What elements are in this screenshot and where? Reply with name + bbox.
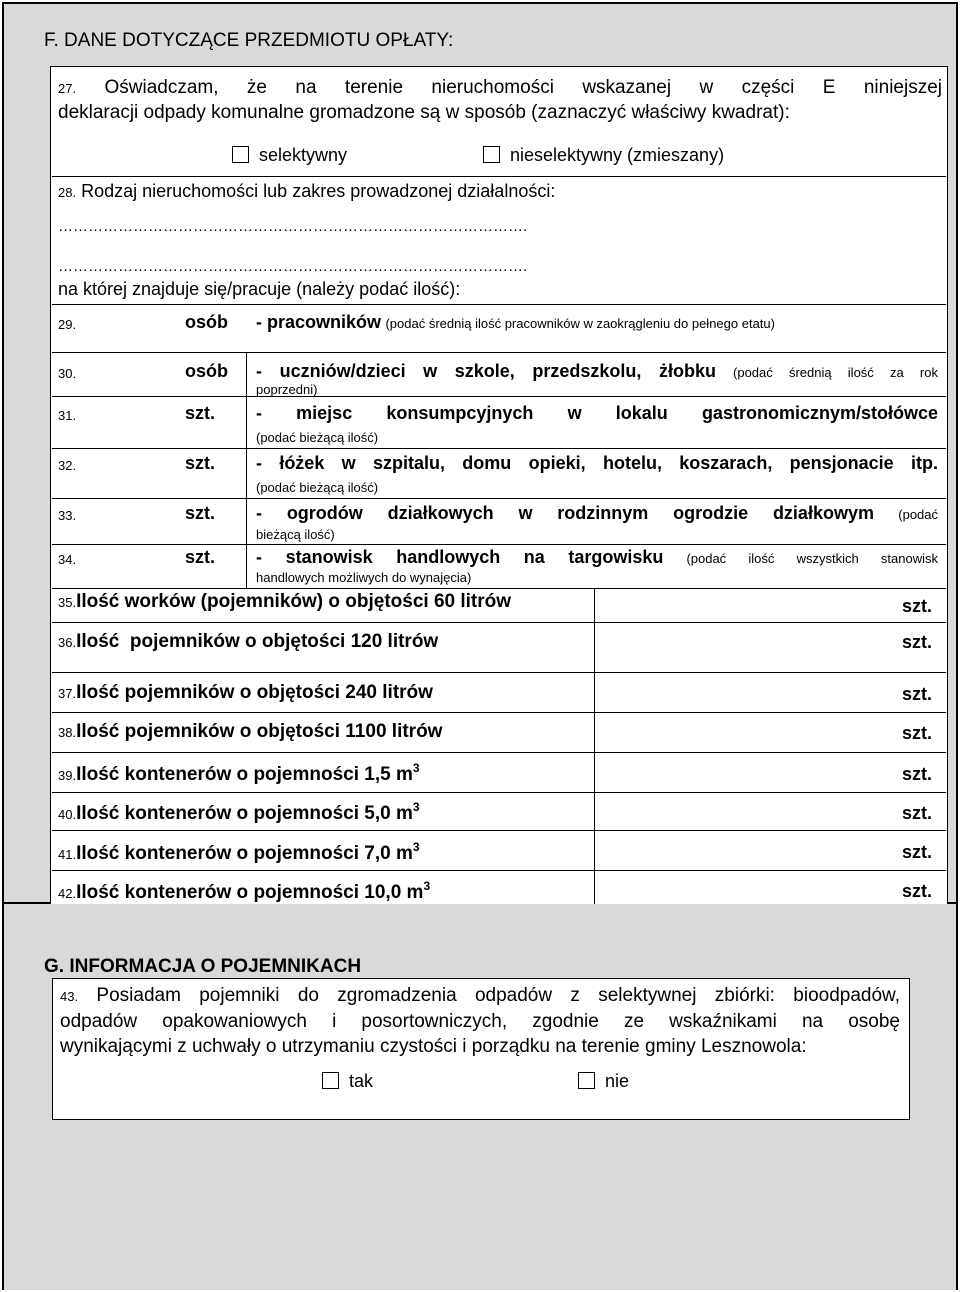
- row-40-unit[interactable]: szt.: [902, 803, 933, 823]
- divider: [52, 672, 946, 673]
- row-42-text: Ilość kontenerów o pojemności 10,0 m: [76, 882, 424, 903]
- option-selective-label: selektywny: [259, 145, 348, 165]
- row-33-note2: bieżącą ilość): [256, 527, 335, 542]
- row-36-unit[interactable]: szt.: [902, 632, 933, 652]
- row-30-unit: osób: [185, 361, 228, 381]
- row-37-num: 37.: [58, 686, 77, 701]
- row-29-unit: osób: [185, 312, 228, 332]
- row-36-text: Ilość pojemników o objętości 120 litrów: [76, 631, 439, 652]
- row-33-note: (podać: [898, 507, 939, 522]
- option-yes-label: tak: [349, 1071, 374, 1091]
- row-32-note2: (podać bieżącą ilość): [256, 480, 379, 495]
- row-38-label: [58, 721, 442, 743]
- row-32-unit: szt.: [185, 453, 216, 473]
- row-33-num: 33.: [58, 508, 77, 523]
- checkbox-selective[interactable]: [232, 146, 249, 163]
- row-41-sup: 3: [412, 840, 420, 854]
- row-34-num: 34.: [58, 552, 77, 567]
- row-35-label: [58, 591, 511, 613]
- row-29-main: - pracowników: [256, 312, 382, 332]
- column-divider: [246, 352, 247, 588]
- row-34-main: - stanowisk handlowych na targowisku: [256, 547, 664, 567]
- row-41-label: [58, 840, 420, 865]
- row-40-num: 40.: [58, 807, 77, 822]
- row-29-note: (podać średnią ilość pracowników w zaokrągleniu do pełnego etatu): [385, 316, 775, 331]
- row-35-num: 35.: [58, 595, 77, 610]
- row-34-note2: handlowych możliwych do wynajęcia): [256, 570, 472, 585]
- row-35-unit[interactable]: szt.: [902, 596, 933, 616]
- row-31-unit: szt.: [185, 403, 216, 423]
- q28-dotted-line-1[interactable]: ………………………………………………………………………………….: [58, 218, 528, 235]
- row-34-text: [256, 547, 938, 568]
- divider: [52, 622, 946, 623]
- row-39-unit[interactable]: szt.: [902, 764, 933, 784]
- row-41-text: Ilość kontenerów o pojemności 7,0 m: [76, 843, 413, 864]
- option-mixed-label: nieselektywny (zmieszany): [510, 145, 725, 165]
- row-41-num: 41.: [58, 847, 77, 862]
- row-39-text: Ilość kontenerów o pojemności 1,5 m: [76, 764, 413, 785]
- divider: [52, 870, 946, 871]
- section-f-title: F. DANE DOTYCZĄCE PRZEDMIOTU OPŁATY:: [44, 30, 454, 51]
- divider: [52, 544, 946, 545]
- checkbox-yes[interactable]: [322, 1072, 339, 1089]
- row-35-text: Ilość worków (pojemników) o objętości 60 litrów: [76, 591, 512, 612]
- q27-text1: Oświadczam, że na terenie nieruchomości wskazanej w części E niniejszej: [104, 77, 942, 98]
- row-40-label: [58, 800, 420, 825]
- row-38-num: 38.: [58, 725, 77, 740]
- row-42-sup: 3: [423, 879, 431, 893]
- row-37-label: [58, 682, 433, 704]
- row-37-unit[interactable]: szt.: [902, 684, 933, 704]
- option-yes[interactable]: [322, 1071, 373, 1092]
- divider: [52, 752, 946, 753]
- q28-header: [58, 181, 555, 202]
- option-no[interactable]: [578, 1071, 629, 1092]
- row-32-main: - łóżek w szpitalu, domu opieki, hotelu, koszarach, pensjonacie itp.: [256, 453, 938, 473]
- row-42-num: 42.: [58, 886, 77, 901]
- column-divider: [594, 588, 595, 904]
- row-39-num: 39.: [58, 768, 77, 783]
- row-40-text: Ilość kontenerów o pojemności 5,0 m: [76, 803, 413, 824]
- row-38-text: Ilość pojemników o objętości 1100 litrów: [76, 721, 443, 742]
- divider: [52, 396, 946, 397]
- q28-label: Rodzaj nieruchomości lub zakres prowadzonej działalności:: [81, 181, 556, 201]
- row-31-num: 31.: [58, 408, 77, 423]
- row-39-sup: 3: [412, 761, 420, 775]
- q28-subheader: na której znajduje się/pracuje (należy podać ilość):: [58, 279, 461, 299]
- row-38-unit[interactable]: szt.: [902, 723, 933, 743]
- row-31-note2: (podać bieżącą ilość): [256, 430, 379, 445]
- divider: [52, 498, 946, 499]
- divider: [52, 352, 946, 353]
- q27-text2: deklaracji odpady komunalne gromadzone są w sposób (zaznaczyć właściwy kwadrat):: [58, 102, 790, 123]
- option-selective[interactable]: [232, 145, 347, 166]
- row-42-unit[interactable]: szt.: [902, 881, 933, 901]
- row-30-note2: poprzedni): [256, 382, 318, 397]
- q43-text2: odpadów opakowaniowych i posortowniczych, zgodnie ze wskaźnikami na osobę: [60, 1011, 900, 1032]
- q43-line1: [60, 983, 900, 1009]
- row-36-label: [58, 631, 438, 653]
- q27-block: [58, 76, 942, 125]
- divider: [52, 176, 946, 177]
- row-41-unit[interactable]: szt.: [902, 842, 933, 862]
- q27-num: 27.: [58, 81, 77, 96]
- option-no-label: nie: [605, 1071, 630, 1091]
- row-32-num: 32.: [58, 458, 77, 473]
- row-34-unit: szt.: [185, 547, 216, 567]
- option-mixed[interactable]: [483, 145, 724, 166]
- divider: [52, 712, 946, 713]
- row-30-main: - uczniów/dzieci w szkole, przedszkolu, żłobku: [256, 361, 716, 381]
- row-29-text: [256, 312, 942, 333]
- section-g-title: G. INFORMACJA O POJEMNIKACH: [44, 956, 362, 977]
- row-42-label: [58, 879, 430, 904]
- row-39-label: [58, 761, 420, 786]
- checkbox-no[interactable]: [578, 1072, 595, 1089]
- row-36-num: 36.: [58, 635, 77, 650]
- divider: [52, 588, 946, 589]
- q28-dotted-line-2[interactable]: ………………………………………………………………………………….: [58, 258, 528, 275]
- q43-text1: Posiadam pojemniki do zgromadzenia odpadów z selektywnej zbiórki: bioodpadów,: [96, 985, 901, 1006]
- row-30-num: 30.: [58, 366, 77, 381]
- row-30-note: (podać średnią ilość za rok: [733, 365, 938, 380]
- row-30-text: [256, 361, 938, 382]
- divider: [52, 448, 946, 449]
- q43-num: 43.: [60, 989, 79, 1004]
- q43-block: [60, 983, 900, 1059]
- q43-text3: wynikającymi z uchwały o utrzymaniu czystości i porządku na terenie gminy Lesznowola:: [60, 1036, 807, 1057]
- divider: [52, 830, 946, 831]
- divider: [52, 304, 946, 305]
- checkbox-mixed[interactable]: [483, 146, 500, 163]
- divider: [52, 792, 946, 793]
- row-33-text: [256, 503, 938, 524]
- row-33-unit: szt.: [185, 503, 216, 523]
- row-31-main: - miejsc konsumpcyjnych w lokalu gastronomicznym/stołówce: [256, 403, 938, 423]
- row-33-main: - ogrodów działkowych w rodzinnym ogrodzie działkowym: [256, 503, 874, 523]
- row-40-sup: 3: [412, 800, 420, 814]
- row-37-text: Ilość pojemników o objętości 240 litrów: [76, 682, 433, 703]
- row-29-num: 29.: [58, 317, 77, 332]
- q27-line1: [58, 76, 942, 101]
- row-34-note: (podać ilość wszystkich stanowisk: [686, 551, 938, 566]
- q28-num: 28.: [58, 185, 77, 200]
